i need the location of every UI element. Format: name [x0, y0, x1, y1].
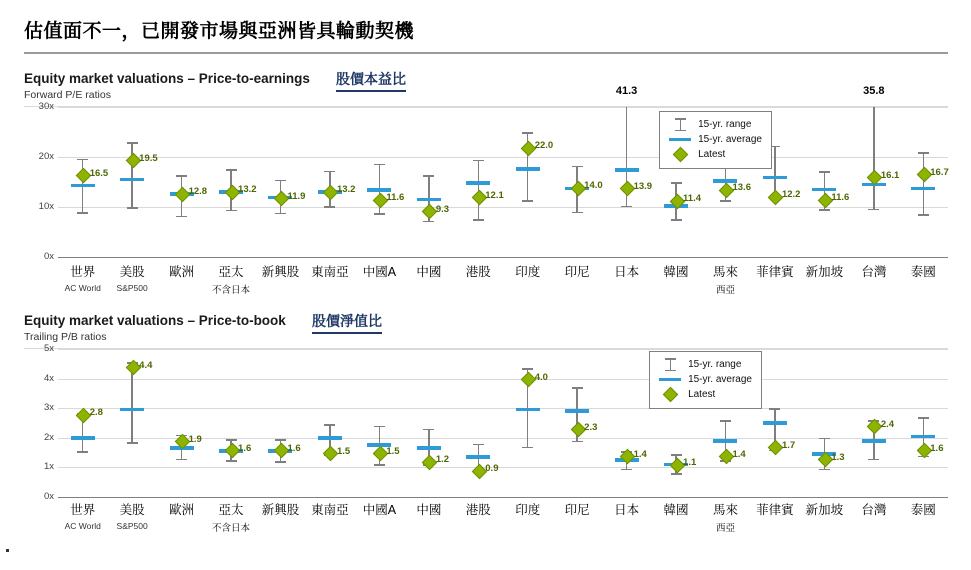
range-cap-bottom [868, 209, 879, 211]
panel-badge-pe: 股價本益比 [336, 69, 406, 92]
data-point-group [305, 349, 354, 497]
x-axis-label: 台灣 [861, 503, 887, 517]
data-point-group [454, 107, 503, 257]
x-axis-label: 世界 AC World [64, 265, 101, 293]
data-point-group [157, 107, 206, 257]
range-cap-top [918, 152, 929, 154]
data-point-group [355, 349, 404, 497]
legend-label-average: 15-yr. average [688, 374, 752, 385]
range-cap-top [671, 454, 682, 456]
range-cap-bottom [374, 213, 385, 215]
x-axis-label: 美股 S&P500 [116, 265, 148, 293]
range-cap-top [226, 439, 237, 441]
y-axis-tick: 20x [38, 151, 54, 162]
range-cap-bottom [423, 221, 434, 223]
range-cap-bottom [819, 469, 830, 471]
latest-value-label: 4.4 [139, 359, 153, 371]
x-axis-label: 歐洲 [169, 503, 195, 517]
latest-value-label: 1.5 [386, 445, 400, 457]
data-point-group [899, 349, 948, 497]
y-axis-tick: 10x [38, 201, 54, 212]
data-point-group [849, 85, 900, 257]
data-point-group [552, 107, 601, 257]
legend-row-range [657, 357, 752, 372]
range-cap-bottom [275, 461, 286, 463]
latest-value-label: 11.4 [683, 193, 702, 204]
x-axis-label: 新加坡 [805, 265, 844, 279]
average-marker [516, 408, 540, 412]
range-cap-bottom [324, 206, 335, 208]
range-cap-bottom [275, 213, 286, 215]
range-cap-bottom [819, 209, 830, 211]
data-point-group [849, 349, 898, 497]
x-axis-label: 中國A [362, 503, 397, 517]
range-cap-top [671, 182, 682, 184]
x-axis-label: 日本 [614, 503, 640, 517]
data-point-group [899, 107, 948, 257]
legend-row-latest [667, 147, 762, 162]
legend-label-average: 15-yr. average [698, 134, 762, 145]
x-axis-label: 韓國 [663, 503, 689, 517]
average-marker [71, 184, 95, 188]
x-axis-label: 菲律賓 [756, 503, 794, 517]
x-axis-label: 印尼 [564, 265, 590, 279]
range-cap-bottom [522, 447, 533, 449]
average-marker [71, 436, 95, 440]
range-cap-top [226, 169, 237, 171]
range-cap-top [473, 160, 484, 162]
decorative-dot [6, 549, 9, 552]
range-icon [667, 118, 693, 131]
legend-label-latest: Latest [688, 389, 716, 400]
latest-value-label: 1.9 [188, 433, 202, 445]
data-point-group [256, 107, 305, 257]
latest-value-label: 0.9 [485, 463, 499, 475]
x-axis-label: 馬來 西亞 [712, 265, 738, 296]
range-cap-bottom [176, 216, 187, 218]
data-point-group [256, 349, 305, 497]
legend-row-latest [657, 387, 752, 402]
legend-label-range: 15-yr. range [698, 119, 752, 130]
average-marker [713, 439, 737, 443]
x-axis-label: 世界 AC World [64, 503, 101, 531]
x-axis-label: 馬來 西亞 [712, 503, 738, 534]
latest-value-label: 13.6 [732, 182, 751, 193]
x-axis-label: 歐洲 [169, 265, 195, 279]
latest-value-label: 1.3 [831, 451, 845, 463]
x-axis-label: 港股 [465, 503, 491, 517]
x-axis-label: 泰國 [910, 503, 936, 517]
average-marker [120, 408, 144, 412]
x-axis-label: 菲律賓 [756, 265, 794, 279]
panel-badge-pb: 股價淨值比 [312, 311, 382, 334]
data-point-group [602, 349, 651, 497]
x-axis-label: 新加坡 [805, 503, 844, 517]
series-pb [58, 349, 948, 497]
range-cap-bottom [720, 200, 731, 202]
legend-label-latest: Latest [698, 149, 726, 160]
range-cap-top [522, 132, 533, 134]
range-cap-top [176, 175, 187, 177]
range-cap-bottom [77, 451, 88, 453]
latest-value-label: 12.2 [781, 189, 801, 200]
data-point-group [157, 349, 206, 497]
data-point-group [602, 85, 653, 257]
x-axis-label: 印度 [515, 265, 541, 279]
average-marker [862, 439, 886, 443]
data-point-group [206, 349, 255, 497]
data-point-group [454, 349, 503, 497]
x-axis-label: 東南亞 [311, 265, 349, 279]
title-divider [24, 52, 948, 54]
data-point-group [503, 107, 552, 257]
average-marker [763, 176, 787, 180]
latest-value-label: 14.0 [584, 180, 603, 191]
y-axis-tick: 4x [43, 372, 54, 384]
latest-value-label: 2.8 [89, 407, 103, 419]
latest-value-label: 9.3 [435, 203, 450, 215]
x-axis-label: 東南亞 [311, 503, 349, 517]
legend-pe [659, 111, 772, 169]
x-axis-label: 韓國 [663, 265, 689, 279]
panel-header-pb [24, 312, 948, 346]
legend-row-range [667, 117, 762, 132]
y-axis-tick: 3x [43, 402, 54, 414]
range-cap-bottom [671, 219, 682, 221]
latest-value-label: 4.0 [534, 371, 548, 383]
data-point-group [206, 107, 255, 257]
latest-value-label: 13.9 [633, 180, 653, 192]
range-cap-top [374, 426, 385, 428]
average-marker [466, 181, 490, 185]
range-bar [923, 152, 925, 214]
latest-value-label: 13.2 [238, 184, 257, 195]
range-cap-bottom [226, 460, 237, 462]
average-marker [911, 435, 935, 439]
latest-value-label: 16.1 [880, 169, 900, 181]
average-marker [911, 187, 935, 191]
average-marker [120, 178, 144, 182]
data-point-group [58, 107, 107, 257]
range-cap-top [572, 387, 583, 389]
range-cap-top [572, 166, 583, 168]
data-point-group [800, 349, 849, 497]
range-cap-top [127, 142, 138, 144]
latest-value-label: 1.5 [336, 445, 351, 457]
range-cap-bottom [226, 210, 237, 212]
average-marker [565, 409, 589, 413]
average-marker [615, 168, 639, 172]
panel-title-pb: Equity market valuations – Price-to-book [24, 313, 286, 328]
range-cap-bottom [127, 207, 138, 209]
x-axis-label: 中國A [362, 265, 397, 279]
latest-value-label: 2.3 [584, 421, 598, 433]
x-axis-label: 亞太 不含日本 [212, 503, 251, 534]
range-cap-top [720, 420, 731, 422]
range-cap-bottom [374, 464, 385, 466]
range-cap-top [275, 439, 286, 441]
page-title: 估值面不一，已開發市場與亞洲皆具輪動契機 [24, 21, 415, 42]
range-high-label: 35.8 [863, 85, 885, 97]
latest-value-label: 13.2 [336, 184, 356, 195]
latest-value-label: 16.7 [930, 166, 949, 178]
y-axis-tick: 0x [43, 491, 54, 502]
range-cap-top [374, 164, 385, 166]
x-axis-label: 港股 [465, 265, 491, 279]
latest-value-label: 1.6 [287, 442, 301, 454]
range-cap-bottom [671, 473, 682, 475]
latest-value-label: 16.5 [89, 167, 109, 179]
average-marker [417, 198, 441, 202]
x-axis-label: 新興股 [261, 503, 300, 517]
y-axis-tick: 5x [43, 343, 54, 354]
latest-value-label: 1.6 [238, 442, 252, 454]
latest-value-label: 12.8 [188, 186, 208, 197]
latest-value-label: 19.5 [139, 152, 158, 164]
average-line-icon [667, 138, 693, 142]
range-cap-top [819, 171, 830, 173]
range-cap-top [918, 417, 929, 419]
data-point-group [404, 107, 453, 257]
range-cap-top [77, 159, 88, 161]
range-cap-bottom [572, 212, 583, 214]
data-point-group [404, 349, 453, 497]
range-cap-bottom [621, 469, 632, 471]
legend-row-average [667, 132, 762, 147]
latest-value-label: 2.4 [880, 418, 895, 430]
latest-value-label: 11.6 [386, 192, 405, 203]
data-point-group [800, 107, 849, 257]
latest-value-label: 1.4 [732, 448, 746, 460]
latest-value-label: 11.9 [287, 190, 306, 202]
range-cap-top [522, 368, 533, 370]
y-axis-tick: 30x [38, 101, 54, 112]
y-axis-tick: 0x [43, 251, 54, 262]
range-cap-bottom [127, 442, 138, 444]
average-marker [318, 436, 342, 440]
latest-value-label: 1.2 [435, 454, 450, 466]
panel-header-pe [24, 70, 948, 104]
latest-diamond-icon [657, 389, 683, 400]
range-cap-bottom [522, 200, 533, 202]
data-point-group [58, 349, 107, 497]
chart-panel-price-to-earnings [24, 70, 948, 305]
range-cap-top [769, 408, 780, 410]
x-axis-label: 美股 S&P500 [116, 503, 148, 531]
x-axis-label: 中國 [416, 265, 442, 279]
x-axis-label: 中國 [416, 503, 442, 517]
data-point-group [107, 107, 156, 257]
latest-value-label: 1.4 [633, 448, 647, 460]
data-point-group [503, 349, 552, 497]
range-cap-top [324, 171, 335, 173]
range-cap-bottom [868, 459, 879, 461]
x-axis-label: 台灣 [861, 265, 887, 279]
x-axis-label: 泰國 [910, 265, 936, 279]
chart-panel-price-to-book [24, 312, 948, 562]
data-point-group [552, 349, 601, 497]
average-marker [812, 188, 836, 192]
plot-area-pb [24, 343, 948, 502]
gridline [58, 257, 948, 258]
range-cap-top [423, 429, 434, 431]
panel-title-pe: Equity market valuations – Price-to-earnings [24, 71, 310, 86]
gridline [58, 497, 948, 498]
latest-value-label: 1.1 [683, 457, 697, 469]
x-axis-label: 日本 [614, 265, 640, 279]
range-cap-top [819, 438, 830, 440]
average-marker [516, 167, 540, 171]
range-cap-bottom [621, 206, 632, 208]
data-point-group [305, 107, 354, 257]
average-marker [466, 455, 490, 459]
range-cap-bottom [918, 214, 929, 216]
latest-value-label: 1.7 [781, 439, 796, 451]
data-point-group [107, 349, 156, 497]
data-point-group [355, 107, 404, 257]
range-icon [657, 358, 683, 371]
range-cap-bottom [473, 219, 484, 221]
latest-value-label: 11.6 [831, 192, 850, 203]
legend-row-average [657, 372, 752, 387]
average-marker [763, 421, 787, 425]
x-axis-label: 印尼 [564, 503, 590, 517]
panel-subtitle-pb: Trailing P/B ratios [24, 331, 107, 343]
range-high-label: 41.3 [615, 85, 638, 97]
range-cap-bottom [572, 441, 583, 443]
latest-value-label: 12.1 [485, 189, 504, 201]
range-bar [873, 107, 875, 209]
latest-value-label: 1.6 [930, 442, 944, 454]
range-cap-top [423, 175, 434, 177]
y-axis-tick: 1x [43, 461, 54, 473]
range-cap-bottom [77, 212, 88, 214]
legend-pb [649, 351, 762, 409]
range-cap-top [473, 444, 484, 446]
range-cap-top [324, 424, 335, 426]
x-axis-label: 印度 [515, 503, 541, 517]
average-marker [417, 446, 441, 450]
x-axis-label: 新興股 [261, 265, 300, 279]
latest-value-label: 22.0 [534, 140, 554, 151]
range-cap-bottom [176, 459, 187, 461]
latest-diamond-icon [667, 149, 693, 160]
range-cap-top [275, 180, 286, 182]
average-line-icon [657, 378, 683, 382]
panel-subtitle-pe: Forward P/E ratios [24, 89, 111, 101]
y-axis-tick: 2x [43, 431, 54, 443]
legend-label-range: 15-yr. range [688, 359, 742, 370]
x-axis-label: 亞太 不含日本 [212, 265, 251, 296]
